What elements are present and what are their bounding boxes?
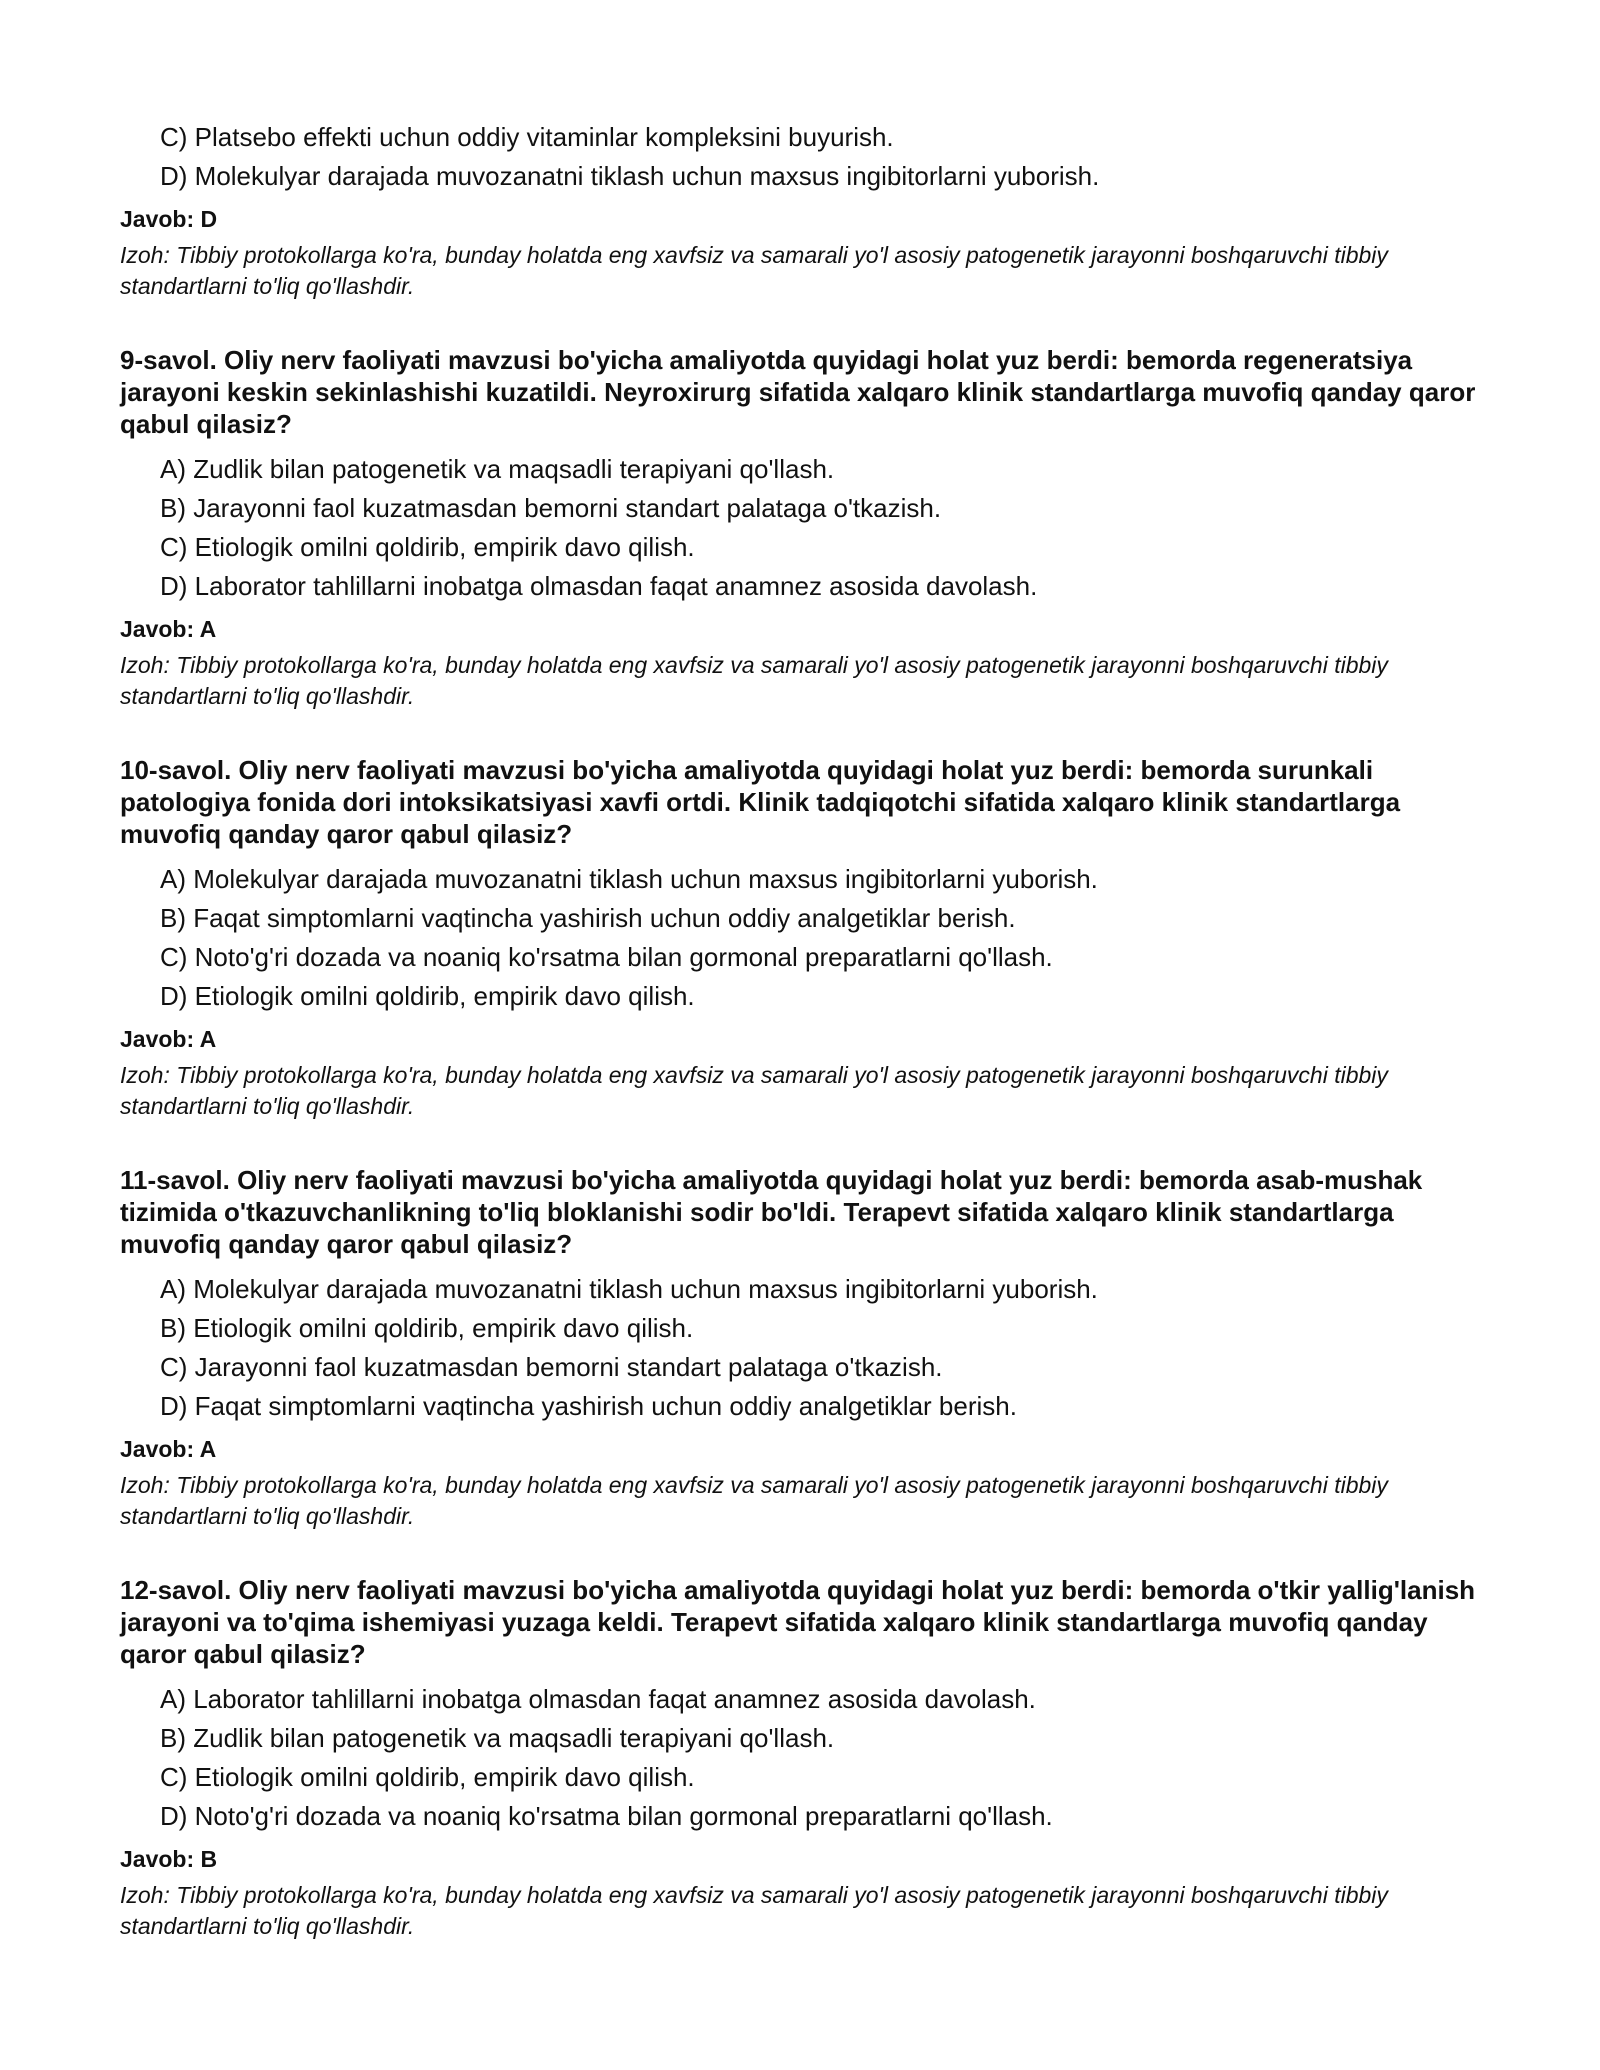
option-d: D) Laborator tahlillarni inobatga olmasdan faqat anamnez asosida davolash. xyxy=(160,571,1038,601)
question-title: 9-savol. Oliy nerv faoliyati mavzusi bo'yicha amaliyotda quyidagi holat yuz berdi: bemorda regeneratsiya jarayoni keskin sekinlashishi kuzatildi. Neyroxirurg sifatida xalqaro klinik standartlarga muvofiq qanday qaror qabul qilasiz? xyxy=(120,345,1476,439)
option-c: C) Platsebo effekti uchun oddiy vitaminlar kompleksini buyurish. xyxy=(160,122,894,152)
option-a: A) Molekulyar darajada muvozanatni tiklash uchun maxsus ingibitorlarni yuborish. xyxy=(160,1274,1098,1304)
answer-line: Javob: B xyxy=(120,1846,218,1872)
answer-line: Javob: D xyxy=(120,206,218,232)
option-d: D) Etiologik omilni qoldirib, empirik davo qilish. xyxy=(160,981,695,1011)
answer-line: Javob: A xyxy=(120,1026,217,1052)
question-10 xyxy=(120,754,1500,1122)
question-9 xyxy=(120,344,1500,712)
option-d: D) Molekulyar darajada muvozanatni tiklash uchun maxsus ingibitorlarni yuborish. xyxy=(160,161,1100,191)
explanation-note: Izoh: Tibbiy protokollarga ko'ra, bunday holatda eng xavfsiz va samarali yo'l asosiy patogenetik jarayonni boshqaruvchi tibbiy standartlarni to'liq qo'llashdir. xyxy=(120,1882,1388,1939)
answer-line: Javob: A xyxy=(120,616,217,642)
option-a: A) Molekulyar darajada muvozanatni tiklash uchun maxsus ingibitorlarni yuborish. xyxy=(160,864,1098,894)
option-c: C) Jarayonni faol kuzatmasdan bemorni standart palataga o'tkazish. xyxy=(160,1352,943,1382)
question-11 xyxy=(120,1164,1500,1532)
explanation-note: Izoh: Tibbiy protokollarga ko'ra, bunday holatda eng xavfsiz va samarali yo'l asosiy patogenetik jarayonni boshqaruvchi tibbiy standartlarni to'liq qo'llashdir. xyxy=(120,652,1388,709)
question-title: 12-savol. Oliy nerv faoliyati mavzusi bo'yicha amaliyotda quyidagi holat yuz berdi: bemorda o'tkir yallig'lanish jarayoni va to'qima ishemiyasi yuzaga keldi. Terapevt sifatida xalqaro klinik standartlarga muvofiq qanday qaror qabul qilasiz? xyxy=(120,1575,1476,1669)
option-d: D) Faqat simptomlarni vaqtincha yashirish uchun oddiy analgetiklar berish. xyxy=(160,1391,1017,1421)
option-c: C) Noto'g'ri dozada va noaniq ko'rsatma bilan gormonal preparatlarni qo'llash. xyxy=(160,942,1053,972)
question-12 xyxy=(120,1574,1500,1942)
option-a: A) Zudlik bilan patogenetik va maqsadli terapiyani qo'llash. xyxy=(160,454,835,484)
option-c: C) Etiologik omilni qoldirib, empirik davo qilish. xyxy=(160,1762,695,1792)
option-a: A) Laborator tahlillarni inobatga olmasdan faqat anamnez asosida davolash. xyxy=(160,1684,1036,1714)
answer-line: Javob: A xyxy=(120,1436,217,1462)
explanation-note: Izoh: Tibbiy protokollarga ko'ra, bunday holatda eng xavfsiz va samarali yo'l asosiy patogenetik jarayonni boshqaruvchi tibbiy standartlarni to'liq qo'llashdir. xyxy=(120,1062,1388,1119)
option-b: B) Etiologik omilni qoldirib, empirik davo qilish. xyxy=(160,1313,694,1343)
option-b: B) Faqat simptomlarni vaqtincha yashirish uchun oddiy analgetiklar berish. xyxy=(160,903,1016,933)
option-b: B) Jarayonni faol kuzatmasdan bemorni standart palataga o'tkazish. xyxy=(160,493,942,523)
question-title: 11-savol. Oliy nerv faoliyati mavzusi bo'yicha amaliyotda quyidagi holat yuz berdi: bemorda asab-mushak tizimida o'tkazuvchanlikning to'liq bloklanishi sodir bo'ldi. Terapevt sifatida xalqaro klinik standartlarga muvofiq qanday qaror qabul qilasiz? xyxy=(120,1165,1423,1259)
explanation-note: Izoh: Tibbiy protokollarga ko'ra, bunday holatda eng xavfsiz va samarali yo'l asosiy patogenetik jarayonni boshqaruvchi tibbiy standartlarni to'liq qo'llashdir. xyxy=(120,242,1388,299)
explanation-note: Izoh: Tibbiy protokollarga ko'ra, bunday holatda eng xavfsiz va samarali yo'l asosiy patogenetik jarayonni boshqaruvchi tibbiy standartlarni to'liq qo'llashdir. xyxy=(120,1472,1388,1529)
document-page xyxy=(120,118,1500,1942)
option-d: D) Noto'g'ri dozada va noaniq ko'rsatma bilan gormonal preparatlarni qo'llash. xyxy=(160,1801,1053,1831)
option-b: B) Zudlik bilan patogenetik va maqsadli terapiyani qo'llash. xyxy=(160,1723,835,1753)
option-c: C) Etiologik omilni qoldirib, empirik davo qilish. xyxy=(160,532,695,562)
question-8-fragment xyxy=(120,118,1500,302)
question-title: 10-savol. Oliy nerv faoliyati mavzusi bo'yicha amaliyotda quyidagi holat yuz berdi: bemorda surunkali patologiya fonida dori intoksikatsiyasi xavfi ortdi. Klinik tadqiqotchi sifatida xalqaro klinik standartlarga muvofiq qanday qaror qabul qilasiz? xyxy=(120,755,1401,849)
